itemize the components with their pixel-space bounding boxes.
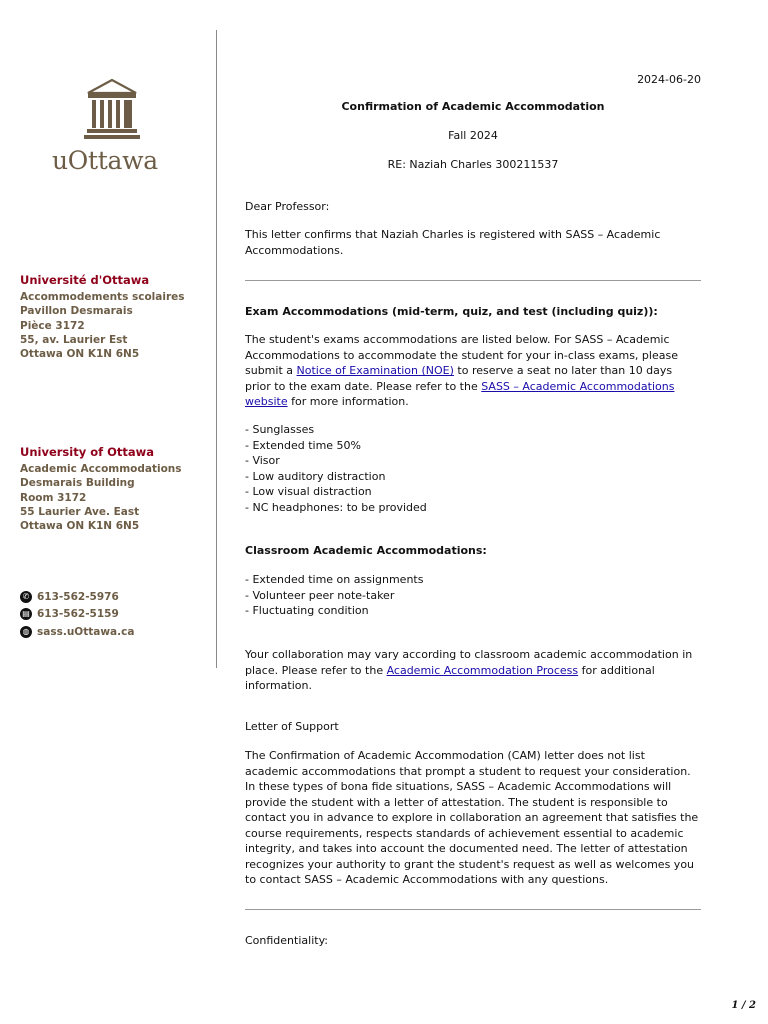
noe-link[interactable]: Notice of Examination (NOE) [296,364,454,377]
address-french [20,273,185,361]
address-line: 55 Laurier Ave. East [20,505,140,518]
address-line: 55, av. Laurier Est [20,333,128,346]
section-divider [245,909,701,910]
list-item: - Volunteer peer note-taker [245,588,395,602]
website-link[interactable]: sass.uOttawa.ca [37,625,135,638]
uottawa-wordmark: uOttawa [52,146,158,175]
contact-web [20,623,134,641]
page-number: 1 / 2 [731,1000,756,1011]
university-name-en: University of Ottawa [20,445,155,459]
list-item: - Sunglasses [245,423,315,436]
contact-fax [20,606,134,624]
exam-paragraph [245,332,701,410]
fax-icon: ▤ [20,608,32,620]
list-item: - Extended time 50% [245,438,362,452]
section-divider [245,280,701,281]
exam-accommodation-list [245,422,701,515]
address-line: Pièce 3172 [20,319,85,332]
list-item: - Extended time on assignments [245,573,424,586]
salutation: Dear Professor: [245,200,330,213]
exam-heading: Exam Accommodations (mid-term, quiz, and test (including quiz)): [245,305,658,318]
address-line: Academic Accommodations [20,463,182,476]
letter-date: 2024-06-20 [637,73,701,86]
support-paragraph: The Confirmation of Academic Accommodation (CAM) letter does not list academic accommodations that prompt a student to request your consideration. In these types of bona fide situations, SASS – Academic Accommodations will provide the student with a letter of attestation. The student is responsible to contact you in advance to explore in collaboration an agreement that satisfies the course requirements, respects standards of achievement essential to academic integrity, and takes into account the documented need. The letter of attestation recognizes your authority to grant the student's request as well as welcomes you to contact SASS – Academic Accommodations with any questions. [245,749,699,886]
collab-text-1: Your collaboration may vary according to classroom academic accommodation in place. Please refer to the [245,648,693,677]
collab-text-2: for additional information. [245,663,655,692]
accommodation-process-link[interactable]: Academic Accommodation Process [386,663,579,677]
contact-list [20,588,134,641]
intro-paragraph: This letter confirms that Naziah Charles is registered with SASS – Academic Accommodations. [245,228,661,257]
list-item: - Fluctuating condition [245,604,369,617]
fax-number: 613-562-5159 [37,608,119,621]
exam-text-1: The student's exams accommodations are listed below. For SASS – Academic Accommodations to accommodate the student for your in-class exams, please submit a [245,333,678,377]
vertical-divider [216,30,217,668]
list-item: - Visor [245,454,280,467]
address-line: Desmarais Building [20,477,135,490]
sass-website-link[interactable]: SASS – Academic Accommodations website [245,379,675,408]
letter-term: Fall 2024 [448,129,498,142]
letter-re: RE: Naziah Charles 300211537 [387,158,559,171]
phone-number: 613-562-5976 [37,590,119,603]
sidebar [0,0,216,1024]
support-heading: Letter of Support [245,720,339,733]
collaboration-paragraph [245,647,701,694]
globe-icon: ◍ [20,626,32,638]
address-line: Room 3172 [20,491,87,504]
list-item: - Low visual distraction [245,485,372,498]
uottawa-logo [52,78,172,175]
classroom-accommodation-list [245,572,701,619]
address-line: Ottawa ON K1N 6N5 [20,348,140,361]
address-line: Ottawa ON K1N 6N5 [20,520,140,533]
building-icon [84,78,140,140]
confidentiality-heading: Confidentiality: [245,934,328,947]
address-line: Accommodements scolaires [20,291,185,304]
contact-phone [20,588,134,606]
list-item: - NC headphones: to be provided [245,500,427,514]
exam-text-2: to reserve a seat no later than 10 days prior to the exam date. Please refer to the [245,364,673,393]
address-english [20,445,182,533]
address-line: Pavillon Desmarais [20,305,133,318]
letter-title: Confirmation of Academic Accommodation [341,100,605,113]
university-name-fr: Université d'Ottawa [20,273,150,287]
exam-text-3: for more information. [287,395,409,408]
phone-icon: ✆ [20,591,32,603]
classroom-heading: Classroom Academic Accommodations: [245,544,487,557]
list-item: - Low auditory distraction [245,469,386,483]
